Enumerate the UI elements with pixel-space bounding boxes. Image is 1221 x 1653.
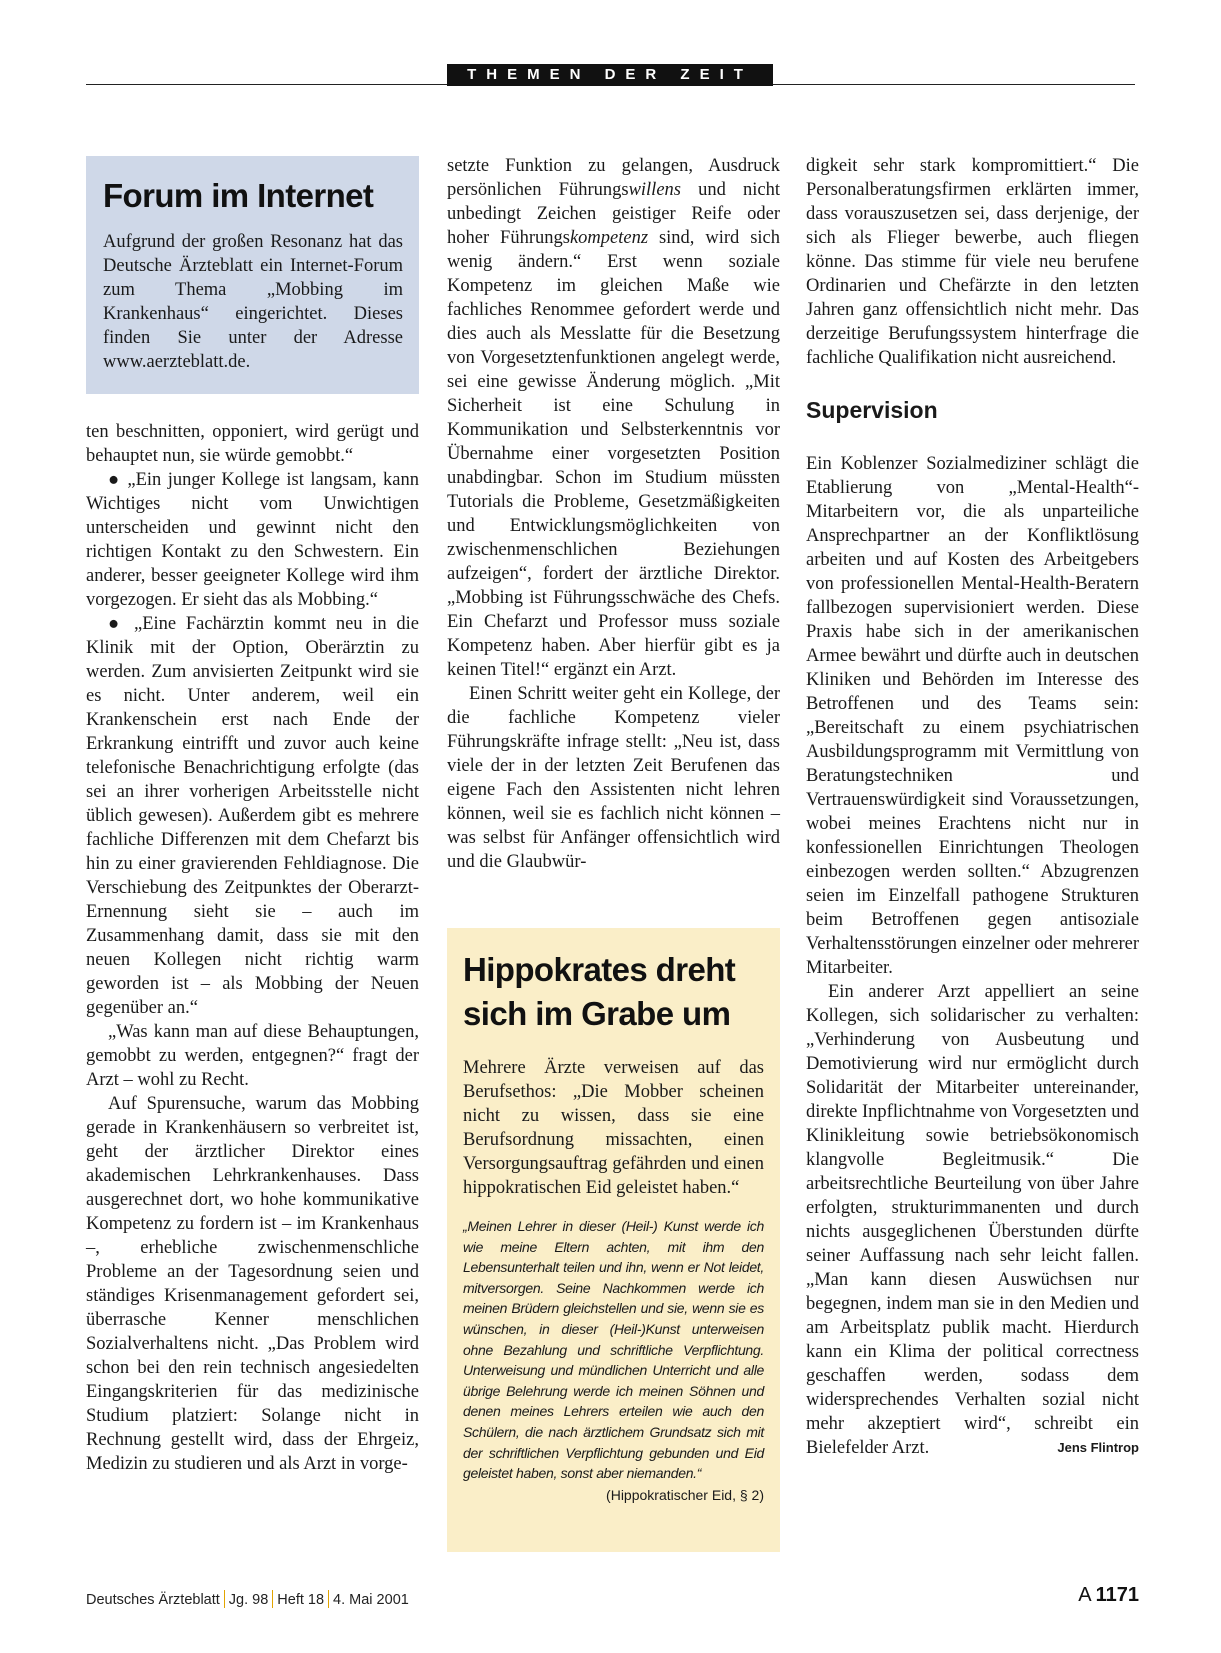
article-column-3 [806,154,1139,1460]
forum-box-title: Forum im Internet [103,177,374,214]
hippokrates-box [447,928,780,1552]
article-column-1 [86,420,419,1476]
bullet-paragraph: ● „Eine Fachärztin kommt neu in die Klinik mit der Option, Oberärztin zu werden. Zum anvisierten Zeitpunkt wird sie es nicht. Unter anderem, weil ein Krankenschein erst nach Ende der Erkrankung eintrifft und zuvor auch keine telefonische Benachrichtigung erfolgte (das sei an ihrer vorherigen Arbeitsstelle nicht üblich gewesen). Außerdem gibt es mehrere fachliche Differenzen mit dem Chefarzt bis hin zu einer gravierenden Fehldiagnose. Die Verschiebung des Zeitpunktes der Oberarzt-Ernennung sieht sie – auch im Zusammenhang damit, dass sie mit den neuen Kollegen nicht richtig warm geworden ist – als Mobbing der Neuen gegenüber an.“ [86,614,419,1018]
paragraph: „Was kann man auf diese Behauptungen, gemobbt zu werden, entgegnen?“ fragt der Arzt – wohl zu Recht. [86,1022,419,1090]
oath-quote: „Meinen Lehrer in dieser (Heil-) Kunst werde ich wie meine Eltern achten, mit ihm den Lebensunterhalt teilen und ihn, wenn er Not leidet, mitversorgen. Seine Nachkommen werde ich meinen Brüdern gleichstellen und sie, wenn sie es wünschen, in dieser (Heil-)Kunst unterweisen ohne Bezahlung und schriftliche Verpflichtung. Unterweisung und mündlichen Unterricht und alle übrige Belehrung werde ich meinen Söhnen und denen meines Lehrers erteilen wie auch den Schülern, die nach ärztlichem Grundsatz sich mit der schriftlichen Verpflichtung gebunden und Eid geleistet haben, sonst aber niemanden.“ [463,1218,764,1482]
subheading: Supervision [806,397,938,423]
forum-info-box [86,156,419,394]
paragraph: Ein Koblenzer Sozialmediziner schlägt die Etablierung von „Mental-Health“-Mitarbeitern vor, die als unparteiliche Ansprechpartner an der Konfliktlösung arbeiten und auf Kosten des Arbeitgebers von professionellen Mental-Health-Beratern fallbezogen supervisioniert werden. Diese Praxis habe sich in der amerikanischen Armee bewährt und dürfte auch in deutschen Kliniken und Behörden im Interesse des Betroffenen und des Teams sein: „Bereitschaft zu einem psychiatrischen Ausbildungsprogramm mit Vermittlung von Beratungstechniken und Vertrauenswürdigkeit sind Voraussetzungen, wobei meines Erachtens nicht nur in konfessionellen Einrichtungen Theologen einbezogen werden sollten.“ Abzugrenzen seien im Einzelfall pathogene Strukturen beim Betroffenen gegen antisoziale Verhaltensstörungen einzelner oder mehrerer Mitarbeiter. [806,454,1139,978]
forum-box-text: Aufgrund der großen Resonanz hat das Deutsche Ärzteblatt ein Internet-Forum zum Thema „Mobbing im Krankenhaus“ eingerichtet. Dieses finden Sie unter der Adresse www.aerzteblatt.de. [103,232,403,372]
paragraph: Ein anderer Arzt appelliert an seine Kollegen, sich solidarischer zu verhalten: „Verhinderung von Ausbeutung und Demotivierung wird nur ermöglicht durch Solidarität der Mitarbeiter untereinander, direkte Inpflichtnahme von Vorgesetzten und Klinikleitung sowie betriebsökonomisch klangvolle Begleitmusik.“ Die arbeitsrechtliche Beurteilung von über Jahre erfolgten, strukturimmanenten und durch nichts ausgeglichenen Überstunden dürfte seiner Auffassung nach sehr leicht fallen. „Man kann diesen Auswüchsen nur begegnen, indem man sie in den Medien und am Arbeitsplatz publik macht. Hierdurch kann ein Klima der political correctness geschaffen werden, sodass dem widersprechendes Verhalten sozial nicht mehr akzeptiert wird“, schreibt ein Bielefelder Arzt. Jens Flintrop [806,982,1139,1458]
issue-date: 4. Mai 2001 [333,1592,409,1608]
paragraph: Einen Schritt weiter geht ein Kollege, der die fachliche Kompetenz vieler Führungskräfte infrage stellt: „Neu ist, dass viele der in der letzten Zeit Berufenen das eigene Fach den Assistenten nicht lehren können, weil sie es fachlich nicht können – was selbst für Anfänger offensichtlich wird und die Glaubwür- [447,684,780,872]
paragraph: setzte Funktion zu gelangen, Ausdruck persönlichen Führungswillens und nicht unbedingt Zeichen geistiger Reife oder hoher Führungskompetenz sind, wird sich wenig ändern.“ Erst wenn soziale Kompetenz im gleichen Maße wie fachliches Renommee gefordert werde und dies auch als Messlatte für die Besetzung von Vorgesetztenfunktionen angelegt werde, sei eine gewisse Änderung möglich. „Mit Sicherheit ist eine Schulung in Kommunikation und Selbsterkenntnis vor Übernahme einer vorgesetzten Position unabdingbar. Schon im Studium müssten Tutorials die Probleme, Gesetzmäßigkeiten und Entwicklungsmöglichkeiten von zwischenmenschlichen Beziehungen aufzeigen“, fordert der ärztliche Direktor. „Mobbing ist Führungsschwäche des Chefs. Ein Chefarzt und Professor muss soziale Kompetenz haben. Aber hierfür gibt es ja keinen Titel!“ ergänzt ein Arzt. [447,156,780,680]
volume: Jg. 98 [228,1592,269,1608]
paragraph: Auf Spurensuche, warum das Mobbing gerade in Krankenhäusern so verbreitet ist, geht der ärztlicher Direktor eines akademischen Lehrkrankenhauses. Dass ausgerechnet dort, wo hohe kommunikative Kompetenz zu fordern ist – im Krankenhaus –, erhebliche zwischenmenschliche Probleme an der Tagesordnung seien und ständiges Krisenmanagement gefordert sei, überrasche Kenner menschlichen Sozialverhaltens nicht. „Das Problem wird schon bei den rein technisch angesiedelten Eingangskriterien für das medizinische Studium platziert: Solange nicht in Rechnung gestellt wird, dass der Ehrgeiz, Medizin zu studieren und als Arzt in vorge- [86,1094,419,1474]
hippokrates-box-title: Hippokrates dreht sich im Grabe um [463,951,736,1032]
oath-citation: (Hippokratischer Eid, § 2) [606,1486,764,1503]
footer-citation [86,1590,409,1608]
hippokrates-box-text: Mehrere Ärzte verweisen auf das Berufsethos: „Die Mobber scheinen nicht zu wissen, dass sie eine Berufsordnung missachten, einen Versorgungsauftrag gefährden und einen hippokratischen Eid geleistet haben.“ [463,1058,764,1198]
issue: Heft 18 [277,1592,325,1608]
section-label: THEMEN DER ZEIT [447,64,773,86]
article-column-2 [447,154,780,874]
author-name: Jens Flintrop [1057,1440,1139,1455]
bullet-paragraph: ● „Ein junger Kollege ist langsam, kann Wichtiges nicht vom Unwichtigen unterscheiden und gewinnt nicht den richtigen Kontakt zu den Schwestern. Ein anderer, besser geeigneter Kollege wird ihm vorgezogen. Er sieht das als Mobbing.“ [86,470,419,610]
journal-name: Deutsches Ärzteblatt [86,1592,220,1608]
page-number: A 1171 [1078,1584,1139,1606]
paragraph: digkeit sehr stark kompromittiert.“ Die Personalberatungsfirmen erklärten immer, dass vorauszusetzen sei, dass derjenige, der sich als Flieger bewerbe, auch fliegen könne. Das stimme für viele neu berufene Ordinarien und Chefärzte in den letzten Jahren ganz offensichtlich nicht mehr. Das derzeitige Berufungssystem hinterfrage die fachliche Qualifikation nicht ausreichend. [806,156,1139,368]
paragraph: ten beschnitten, opponiert, wird gerügt und behauptet nun, sie würde gemobbt.“ [86,422,419,466]
